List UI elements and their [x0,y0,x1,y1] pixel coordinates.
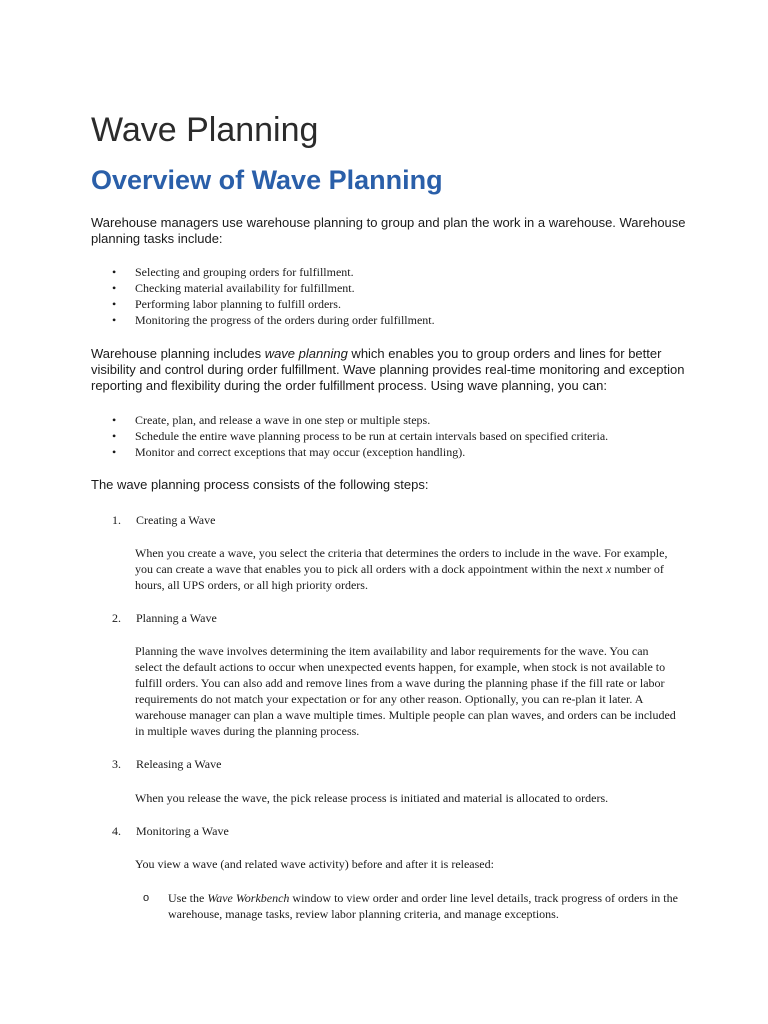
step-heading [112,756,221,772]
text-run: Warehouse planning includes [91,346,265,361]
emphasis-text: wave planning [264,346,348,361]
list-item: • Schedule the entire wave planning process to be run at certain intervals based on specified criteria. [112,428,712,444]
step-heading [112,610,217,626]
wave-planning-paragraph [91,346,691,394]
emphasis-text: Wave Workbench [207,891,290,905]
step-body: Planning the wave involves determining the item availability and labor requirements for the wave. You can select the default actions to occur when unexpected events happen, for example, when stock is not available to fulfill orders. You can also add and remove lines from a wave during the planning phase if the fill rate or labor requirements do not match your expectation or for any other reason. Optionally, you can re-plan it later. A warehouse manager can plan a wave multiple times. Multiple people can plan waves, and orders can be included in multiple waves during the planning process. [135,644,676,738]
text-run: window to view order and order line level details, track progress of orders in the warehouse, manage tasks, review labor planning criteria, and manage exceptions. [168,891,678,921]
step-body: When you release the wave, the pick release process is initiated and material is allocated to orders. [135,791,609,805]
list-item: • Selecting and grouping orders for fulfillment. [112,264,712,280]
intro-paragraph: Warehouse managers use warehouse planning to group and plan the work in a warehouse. Warehouse planning tasks include: [91,215,686,246]
step-number: 2. [112,611,121,625]
step-label: Creating a Wave [136,513,216,527]
circle-bullet-icon: o [143,892,150,904]
text-run: When you create a wave, you select the criteria that determines the orders to include in the wave. For example, you can create a wave that enables you to pick all orders with a dock appointment within the next [135,546,668,576]
page-title: Wave Planning [91,111,319,149]
list-item: • Performing labor planning to fulfill orders. [112,296,712,312]
list-item: • Create, plan, and release a wave in one step or multiple steps. [112,412,712,428]
section-heading: Overview of Wave Planning [91,165,443,195]
list-item: • Monitor and correct exceptions that may occur (exception handling). [112,444,712,460]
emphasis-text: x [605,562,612,576]
step-number: 4. [112,824,121,838]
text-run: Use the [168,891,208,905]
list-item: • Checking material availability for fulfillment. [112,280,712,296]
step-heading [112,512,215,528]
step-number: 3. [112,757,121,771]
text-run: number of hours, all UPS orders, or all high priority orders. [135,562,664,592]
step-label: Releasing a Wave [136,757,222,771]
step-number: 1. [112,513,121,527]
step-body: You view a wave (and related wave activity) before and after it is released: [135,857,494,871]
step-label: Planning a Wave [136,611,217,625]
step-body [135,545,677,593]
capabilities-list [112,412,712,460]
list-item: • Monitoring the progress of the orders during order fulfillment. [112,312,712,328]
tasks-list [112,264,712,328]
sub-list-item [143,890,683,922]
steps-intro-paragraph: The wave planning process consists of the following steps: [91,477,429,492]
step-label: Monitoring a Wave [136,824,229,838]
text-run: which enables you to group orders and lines for better visibility and control during order fulfillment. Wave planning provides real-time monitoring and exception reporting and flexibility during the order fulfillment process. Using wave planning, you can: [91,346,685,393]
step-heading [112,823,229,839]
